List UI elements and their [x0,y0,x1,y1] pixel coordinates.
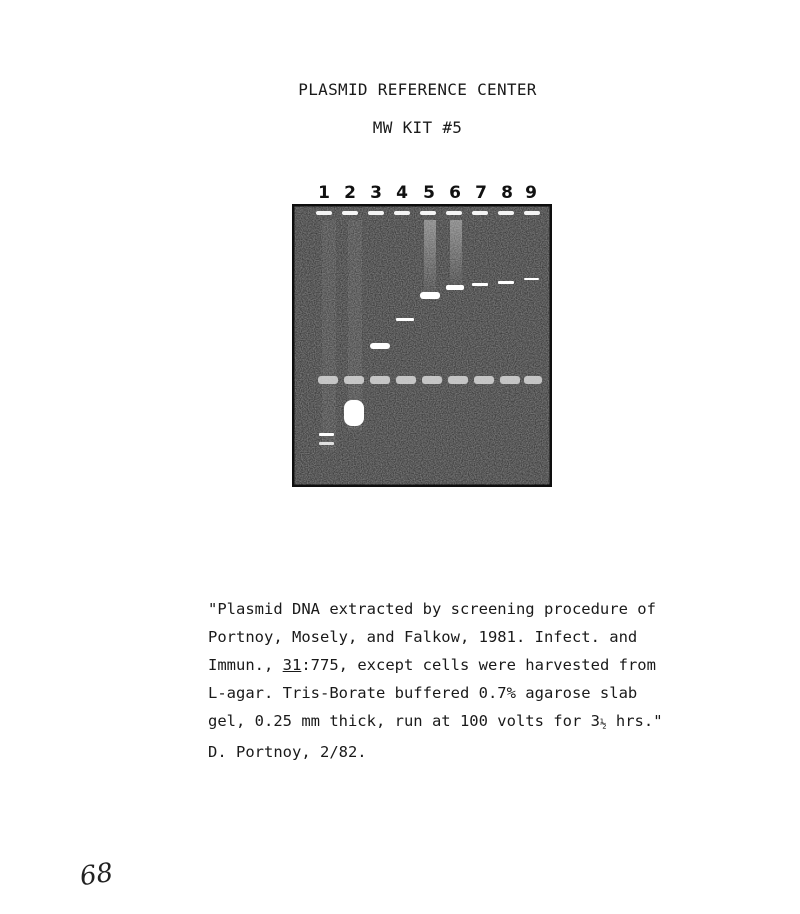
caption-fraction: ½ [599,717,607,730]
document-subtitle: MW KIT #5 [372,118,463,137]
caption-line-3-suffix: :775, except cells were harvested from [301,656,656,674]
lane-label-5: 5 [423,183,435,203]
caption-line-2: Portnoy, Mosely, and Falkow, 1981. Infect. and [208,628,638,646]
caption-line-5-prefix: gel, 0.25 mm thick, run at 100 volts for 3 [208,712,600,730]
caption-paragraph [208,595,688,766]
lane-label-1: 1 [318,183,330,203]
caption-line-3 [208,651,688,679]
well-bands [316,211,540,215]
handwritten-page-number: 68 [78,857,116,893]
lane-label-4: 4 [396,183,408,203]
journal-volume: 31 [282,656,302,674]
lane-label-3: 3 [370,183,382,203]
chromosomal-bands [318,376,542,384]
caption-line-3-prefix: Immun., [208,656,283,674]
caption-line-5 [208,707,688,738]
document-title: PLASMID REFERENCE CENTER [298,80,537,99]
gel-lane-labels [0,180,800,206]
caption-line-1: "Plasmid DNA extracted by screening procedure of [208,600,656,618]
lane-label-6: 6 [449,183,461,203]
caption-line-6: D. Portnoy, 2/82. [208,743,367,761]
agarose-gel-photo [292,204,552,487]
caption-line-4: L-agar. Tris-Borate buffered 0.7% agarose slab [208,684,638,702]
lane-label-9: 9 [525,183,537,203]
lane-label-8: 8 [501,183,513,203]
lane-label-2: 2 [344,183,356,203]
lane-label-7: 7 [475,183,487,203]
caption-line-5-suffix: hrs." [606,712,663,730]
